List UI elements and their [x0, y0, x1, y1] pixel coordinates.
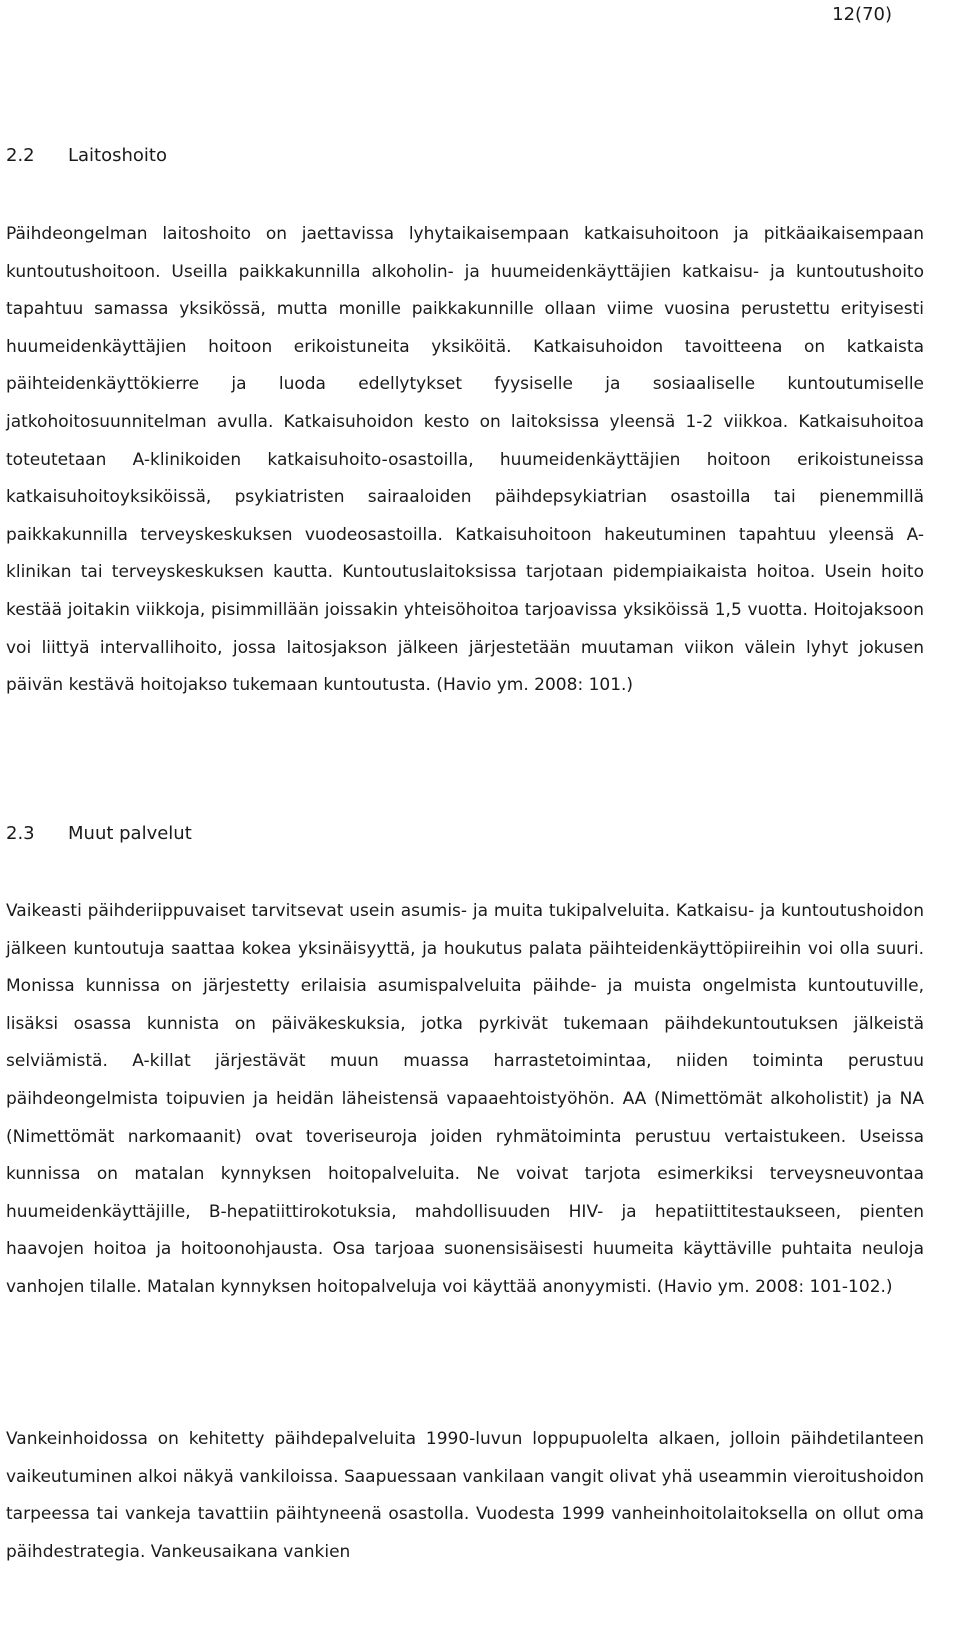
- paragraph-laitoshoito: Päihdeongelman laitoshoito on jaettavissa lyhytaikaisempaan katkaisuhoitoon ja pitkäaikaisempaan kuntoutushoitoon. Useilla paikkakunnilla alkoholin- ja huumeidenkäyttäjien katkaisu- ja kuntoutushoito tapahtuu samassa yksikössä, mutta monille paikkakunnille ollaan viime vuosina perustettu erityisesti huumeidenkäyttäjien hoitoon erikoistuneita yksiköitä. Katkaisuhoidon tavoitteena on katkaista päihteidenkäyttökierre ja luoda edellytykset fyysiselle ja sosiaaliselle kuntoutumiselle jatkohoitosuunnitelman avulla. Katkaisuhoidon kesto on laitoksissa yleensä 1-2 viikkoa. Katkaisuhoitoa toteutetaan A-klinikoiden katkaisuhoito-osastoilla, huumeidenkäyttäjien hoitoon erikoistuneissa katkaisuhoitoyksiköissä, psykiatristen sairaaloiden päihdepsykiatrian osastoilla tai pienemmillä paikkakunnilla terveyskeskuksen vuodeosastoilla. Katkaisuhoitoon hakeutuminen tapahtuu yleensä A-klinikan tai terveyskeskuksen kautta. Kuntoutuslaitoksissa tarjotaan pidempiaikaista hoitoa. Usein hoito kestää joitakin viikkoja, pisimmillään joissakin yhteisöhoitoa tarjoavissa yksiköissä 1,5 vuotta. Hoitojaksoon voi liittyä intervallihoito, jossa laitosjakson jälkeen järjestetään muutaman viikon välein lyhyt jokusen päivän kestävä hoitojakso tukemaan kuntoutusta. (Havio ym. 2008: 101.): [6, 224, 924, 696]
- paragraph-muut-palvelut-1: Vaikeasti päihderiippuvaiset tarvitsevat usein asumis- ja muita tukipalveluita. Katkaisu- ja kuntoutushoidon jälkeen kuntoutuja saattaa kokea yksinäisyyttä, ja houkutus palata päihteidenkäyttöpiireihin voi olla suuri. Monissa kunnissa on järjestetty erilaisia asumispalveluita päihde- ja muista ongelmista kuntoutuville, lisäksi osassa kunnista on päiväkeskuksia, jotka pyrkivät tukemaan päihdekuntoutuksen jälkeistä selviämistä. A-killat järjestävät muun muassa harrastetoimintaa, niiden toiminta perustuu päihdeongelmista toipuvien ja heidän läheistensä vapaaehtoistyöhön. AA (Nimettömät alkoholistit) ja NA (Nimettömät narkomaanit) ovat toveriseuroja joiden ryhmätoiminta perustuu vertaistukeen. Useissa kunnissa on matalan kynnyksen hoitopalveluita. Ne voivat tarjota esimerkiksi terveysneuvontaa huumeidenkäyttäjille, B-hepatiittirokotuksia, mahdollisuuden HIV- ja hepatiittitestaukseen, pienten haavojen hoitoa ja hoitoonohjausta. Osa tarjoaa suonensisäisesti huumeita käyttäville puhtaita neuloja vanhojen tilalle. Matalan kynnyksen hoitopalveluja voi käyttää anonyymisti. (Havio ym. 2008: 101-102.): [6, 901, 924, 1297]
- section-title: Muut palvelut: [68, 823, 192, 844]
- page-number: 12(70): [832, 4, 892, 25]
- section-number: 2.2: [6, 145, 35, 166]
- section-title: Laitoshoito: [68, 145, 167, 166]
- section-heading-2-2: [6, 145, 167, 166]
- section-heading-2-3: [6, 823, 192, 844]
- section-number: 2.3: [6, 823, 35, 844]
- paragraph-muut-palvelut-2: Vankeinhoidossa on kehitetty päihdepalveluita 1990-luvun loppupuolelta alkaen, jolloin päihdetilanteen vaikeutuminen alkoi näkyä vankiloissa. Saapuessaan vankilaan vangit olivat yhä useammin vieroitushoidon tarpeessa tai vankeja tavattiin päihtyneenä osastolla. Vuodesta 1999 vanheinhoitolaitoksella on ollut oma päihdestrategia. Vankeusaikana vankien: [6, 1429, 924, 1562]
